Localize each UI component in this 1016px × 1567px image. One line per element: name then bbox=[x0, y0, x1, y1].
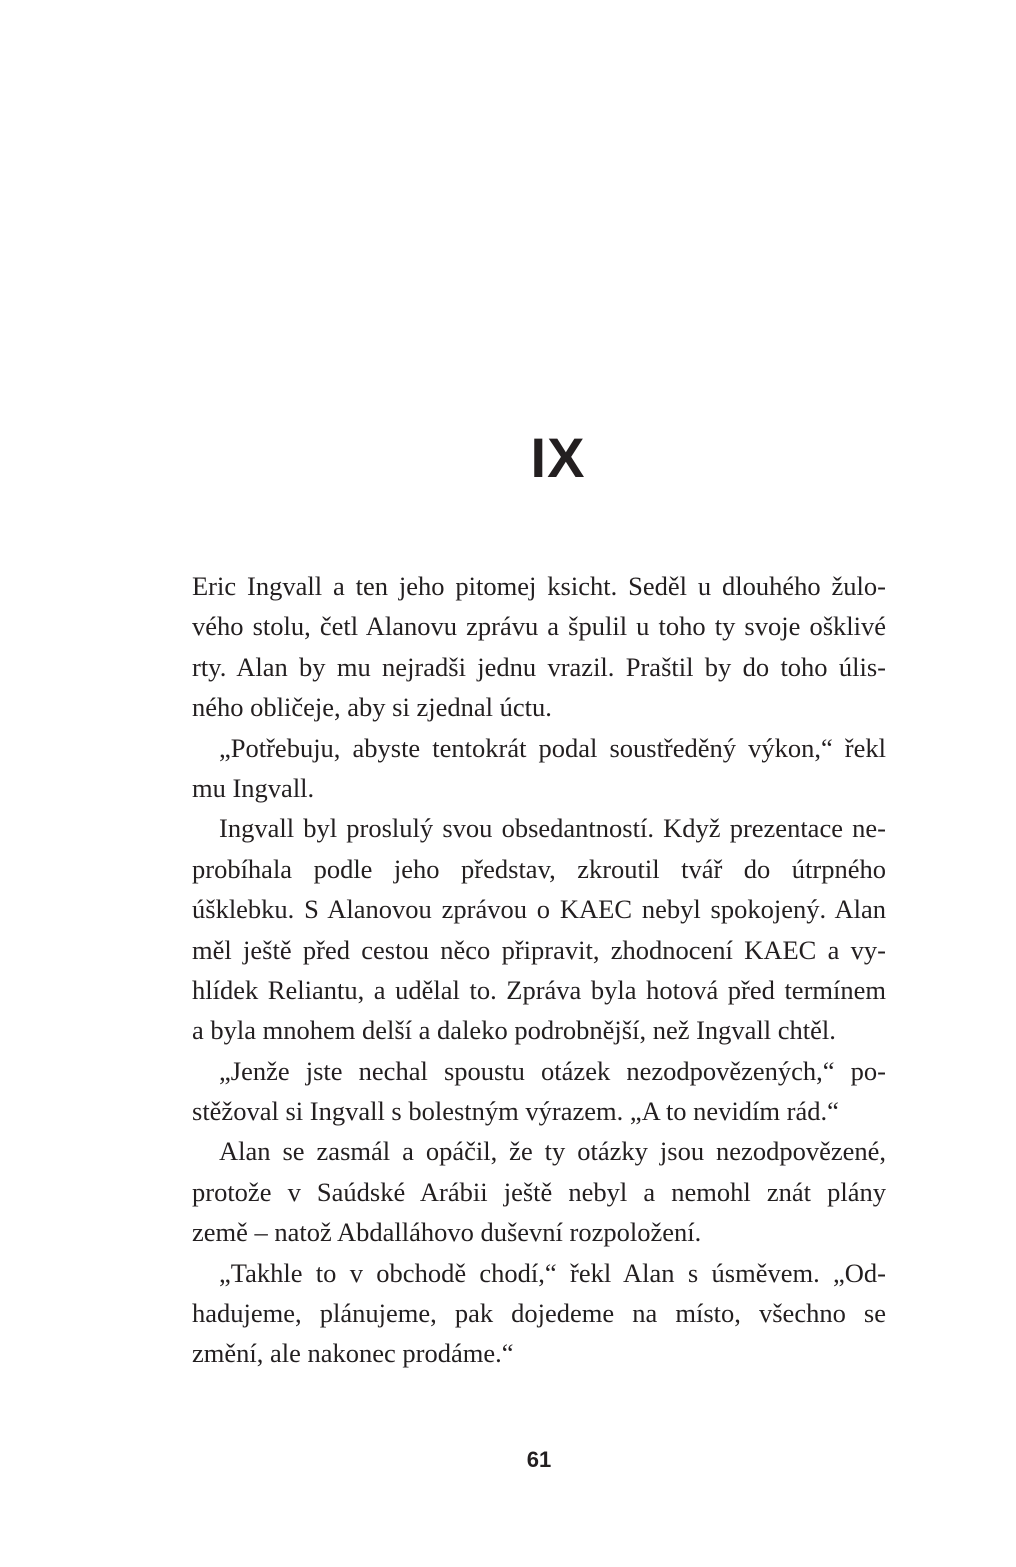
text-line: měl ještě před cestou něco připravit, zhodnocení KAEC a vy- bbox=[192, 934, 886, 965]
text-line: hlídek Reliantu, a udělal to. Zpráva byla hotová před termínem bbox=[192, 974, 886, 1005]
text-line: Alan se zasmál a opáčil, že ty otázky jsou nezodpovězené, bbox=[219, 1136, 886, 1167]
chapter-title: IX bbox=[530, 426, 586, 489]
text-line: protože v Saúdské Arábii ještě nebyl a nemohl znát plány bbox=[192, 1176, 886, 1207]
text-line: „Potřebuju, abyste tentokrát podal soustředěný výkon,“ řekl bbox=[219, 732, 886, 763]
text-line: ného obličeje, aby si zjednal úctu. bbox=[192, 692, 552, 723]
text-line: a byla mnohem delší a daleko podrobnější, než Ingvall chtěl. bbox=[192, 1015, 836, 1046]
text-line: rty. Alan by mu nejradši jednu vrazil. Praštil by do toho úlis- bbox=[192, 651, 886, 682]
text-line: „Jenže jste nechal spoustu otázek nezodpovězených,“ po- bbox=[219, 1055, 886, 1086]
text-line: Eric Ingvall a ten jeho pitomej ksicht. Seděl u dlouhého žulo- bbox=[192, 571, 886, 601]
text-line: země – natož Abdalláhovo duševní rozpoložení. bbox=[192, 1217, 702, 1248]
page-number: 61 bbox=[526, 1447, 552, 1472]
text-line: stěžoval si Ingvall s bolestným výrazem. „A to nevidím rád.“ bbox=[192, 1096, 839, 1127]
text-line: Ingvall byl proslulý svou obsedantností. Když prezentace ne- bbox=[219, 813, 886, 844]
text-line: vého stolu, četl Alanovu zprávu a špulil u toho ty svoje ošklivé bbox=[192, 611, 886, 642]
body-text bbox=[192, 566, 886, 1374]
text-line: změní, ale nakonec prodáme.“ bbox=[192, 1338, 514, 1369]
text-line: probíhala podle jeho představ, zkroutil tvář do útrpného bbox=[192, 853, 886, 884]
text-line: úšklebku. S Alanovou zprávou o KAEC nebyl spokojený. Alan bbox=[192, 894, 886, 925]
text-line: hadujeme, plánujeme, pak dojedeme na místo, všechno se bbox=[192, 1298, 886, 1329]
text-line: „Takhle to v obchodě chodí,“ řekl Alan s úsměvem. „Od- bbox=[219, 1257, 886, 1288]
text-line: mu Ingvall. bbox=[192, 772, 315, 803]
